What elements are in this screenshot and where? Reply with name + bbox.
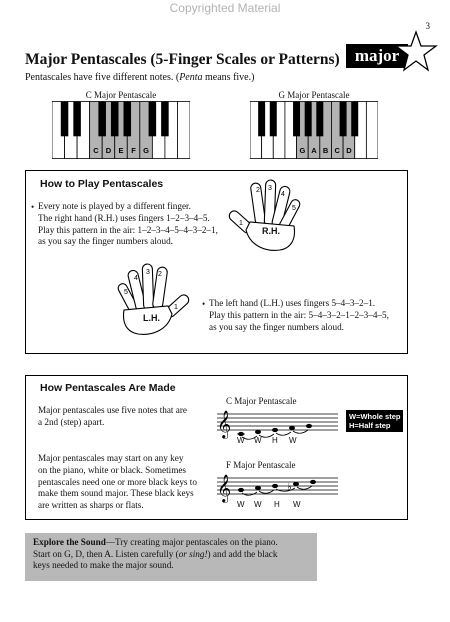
right-hand-illustration <box>222 178 314 254</box>
step-legend: W=Whole step H=Half step <box>346 410 403 432</box>
lh-finger-4: 4 <box>134 275 138 282</box>
rh-instructions: Every note is played by a different finger. The right hand (R.H.) uses fingers 1–2–3–4–5. Play this pattern in the air: 1–2–3–4–5–4–3–2–1, as you say the finger numbers aloud. <box>38 201 218 247</box>
step-c-4: W <box>289 436 297 445</box>
key-note-label: G <box>143 146 150 155</box>
black-key <box>161 102 169 137</box>
step-c-3: H <box>272 436 278 445</box>
step-f-1: W <box>237 500 245 509</box>
key-note-label: E <box>118 146 124 155</box>
rh-finger-4: 4 <box>281 191 285 198</box>
black-key <box>340 102 347 137</box>
page-title: Major Pentascales (5-Finger Scales or Patterns) <box>25 51 340 68</box>
major-badge: major <box>346 44 408 68</box>
lh-finger-1: 1 <box>174 304 178 311</box>
copyright-watermark: Copyrighted Material <box>169 1 281 15</box>
lh-finger-2: 2 <box>158 271 162 278</box>
keyboard-c-major <box>52 101 190 159</box>
key-note-label: F <box>131 146 136 155</box>
step-c-2: W <box>254 436 262 445</box>
key-note-label: A <box>311 146 317 155</box>
keyboard-g-major <box>250 101 378 159</box>
treble-clef-icon: 𝄞 <box>217 410 232 438</box>
key-note-label: D <box>105 146 112 155</box>
black-key <box>270 102 277 137</box>
how-made-title: How Pentascales Are Made <box>40 382 176 394</box>
lh-finger-3: 3 <box>146 269 150 276</box>
rh-bullet: • <box>31 202 35 212</box>
keyboard-label-g: G Major Pentascale <box>278 90 350 100</box>
black-key <box>61 102 69 137</box>
black-key <box>305 102 312 137</box>
key-note-label: C <box>93 146 99 155</box>
step-f-4: W <box>293 500 301 509</box>
intro-text: Pentascales have five different notes. (Penta means five.) <box>25 72 255 83</box>
how-made-paragraph-2: Major pentascales may start on any key on the piano, white or black. Sometimes pentascales need one or more black keys to make them sound major. These black keys are written as sharps or flats. <box>38 453 197 511</box>
black-key <box>98 102 106 137</box>
explore-the-sound-box: Explore the Sound—Try creating major pentascales on the piano. Start on G, D, then A. Listen carefully (or sing!) and add the black keys needed to make the major sound. <box>25 533 317 581</box>
key-note-label: B <box>322 146 329 155</box>
flat-icon: ♭ <box>287 482 292 493</box>
black-key <box>111 102 119 137</box>
staff-title-c: C Major Pentascale <box>226 396 297 406</box>
lh-bullet: • <box>202 299 206 309</box>
lh-instructions: The left hand (L.H.) uses fingers 5–4–3–2–1. Play this pattern in the air: 5–4–3–2–1–2–3–4–5, as you say the finger numbers aloud. <box>209 298 389 332</box>
rh-finger-2: 2 <box>256 187 260 194</box>
rh-finger-5: 5 <box>292 205 296 212</box>
staff-title-f: F Major Pentascale <box>226 460 296 470</box>
white-key <box>177 102 190 159</box>
step-c-1: W <box>237 436 245 445</box>
black-key <box>258 102 265 137</box>
how-to-play-title: How to Play Pentascales <box>40 178 164 190</box>
white-key <box>366 102 378 159</box>
step-f-3: H <box>274 500 280 509</box>
black-key <box>351 102 358 137</box>
black-key <box>293 102 300 137</box>
treble-clef-icon: 𝄞 <box>217 474 232 502</box>
step-f-2: W <box>254 500 262 509</box>
black-key <box>73 102 81 137</box>
key-note-label: C <box>334 146 340 155</box>
black-key <box>124 102 132 137</box>
key-note-label: G <box>299 146 306 155</box>
keyboard-label-c: C Major Pentascale <box>85 90 157 100</box>
rh-finger-3: 3 <box>268 185 272 192</box>
black-key <box>316 102 323 137</box>
rh-label: R.H. <box>262 226 280 236</box>
how-made-paragraph-1: Major pentascales use five notes that are a 2nd (step) apart. <box>38 405 187 427</box>
lh-finger-5: 5 <box>124 289 128 296</box>
rh-finger-1: 1 <box>239 220 243 227</box>
black-key <box>149 102 157 137</box>
star-icon <box>394 30 438 72</box>
key-note-label: D <box>346 146 352 155</box>
lh-label: L.H. <box>143 313 160 323</box>
left-hand-illustration <box>104 262 196 338</box>
page-number: 3 <box>425 21 430 31</box>
